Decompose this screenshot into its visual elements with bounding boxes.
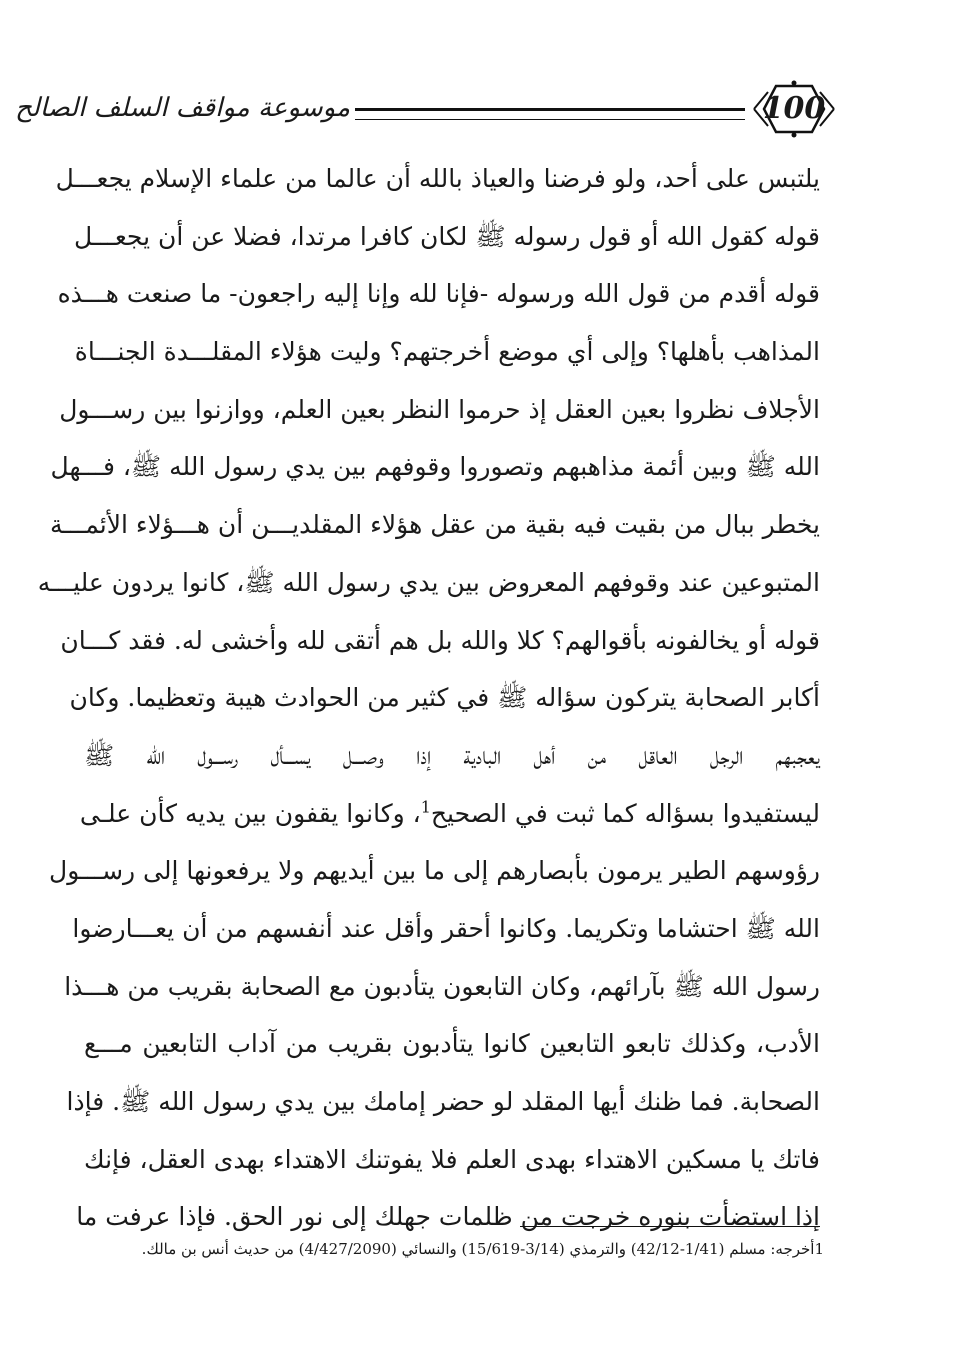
text-line: المذاهب بأهلها؟ وإلى أي موضع أخرجتهم؟ وليت هؤلاء المقلـــدة الجنـــاة: [74, 337, 820, 367]
text-line: رسول الله ﷺ بآرائهم، وكان التابعون يتأدبون مع الصحابة بقريب من هـــذا: [64, 971, 820, 1001]
page-header: [15, 78, 840, 158]
footnote-reference[interactable]: 1: [420, 797, 431, 817]
text-line: قوله أو يخالفونه بأقوالهم؟ كلا والله بل هم أتقى لله وأخشى له. فقد كـــان: [60, 625, 820, 655]
body-text: [37, 150, 820, 1246]
text-line: المتبوعين عند وقوفهم المعروض بين يدي رسول الله ﷺ، كانوا يردون عليـــه: [37, 567, 820, 597]
text-line: قوله أقدم من قول الله ورسوله -فإنا لله وإنا إليه راجعون- ما صنعت هـــذه: [57, 279, 820, 309]
text-line-with-footnote: [79, 785, 820, 843]
footnote-separator: [520, 1226, 820, 1227]
footnote-text: أخرجه: مسلم (1/41-42/12) والترمذي (3/14-15/619) والنسائي (4/427/2090) من حديث أنس بن مالك.: [141, 1240, 815, 1258]
text-line: يلتبس على أحد، ولو فرضنا والعياذ بالله أن عالما من علماء الإسلام يجعـــل: [55, 164, 820, 193]
text-line: يعجبهم الرجل العاقل من أهل البادية إذا وصـــل يســـأل رســـول الله ﷺ: [84, 740, 820, 770]
text-line: فاتك يا مسكين الاهتداء بهدى العلم فلا يفوتنك الاهتداء بهدى العقل، فإنك: [84, 1144, 820, 1174]
text-line: رؤوسهم الطير يرمون بأبصارهم إلى ما بين أيديهم ولا يرفعونها إلى رســـول: [49, 856, 820, 886]
page-number-badge: [750, 78, 838, 140]
header-rule: [355, 108, 745, 120]
text-line: الله ﷺ وبين أئمة مذاهبهم وتصوروا وقوفهم بين يدي رسول الله ﷺ، فـــهل: [50, 452, 820, 482]
text-line: قوله كقول الله أو قول رسوله ﷺ لكان كافرا مرتدا، فضلا عن أن يجعـــل: [73, 221, 820, 251]
footnote: [84, 1232, 824, 1266]
text-line: إذا استضأت بنوره خرجت من ظلمات جهلك إلى نور الحق. فإذا عرفت ما: [76, 1202, 820, 1232]
text-line: أكابر الصحابة يتركون سؤاله ﷺ في كثير من الحوادث هيبة وتعظيما. وكان: [69, 683, 820, 713]
text-line: الأجلاف نظروا بعين العقل إذ حرموا النظر بعين العلم، ووازنوا بين رســـول: [59, 394, 820, 424]
text-line: الله ﷺ احتشاما وتكريما. وكانوا أحقر وأقل عند أنفسهم من أن يعـــارضوا: [72, 913, 820, 943]
text-segment: ، وكانوا يقفون بين يديه كأن علـى: [79, 798, 421, 828]
text-line: الأدب، وكذلك تابعو التابعين كانوا يتأدبون بقريب من آداب التابعين مـــع: [84, 1029, 820, 1059]
text-line: الصحابة. فما ظنك أيها المقلد لو حضر إمامك بين يدي رسول الله ﷺ. فإذا: [66, 1087, 820, 1116]
book-title: موسوعة مواقف السلف الصالح: [15, 93, 350, 123]
text-line: يخطر ببال من بقيت فيه بقية من عقل هؤلاء المقلديـــن أن هـــؤلاء الأئمـــة: [49, 510, 820, 540]
text-segment: ليستفيدوا بسؤاله كما ثبت في الصحيح: [430, 798, 820, 828]
page-number: 100: [762, 91, 826, 126]
footnote-number: 1: [814, 1240, 824, 1258]
